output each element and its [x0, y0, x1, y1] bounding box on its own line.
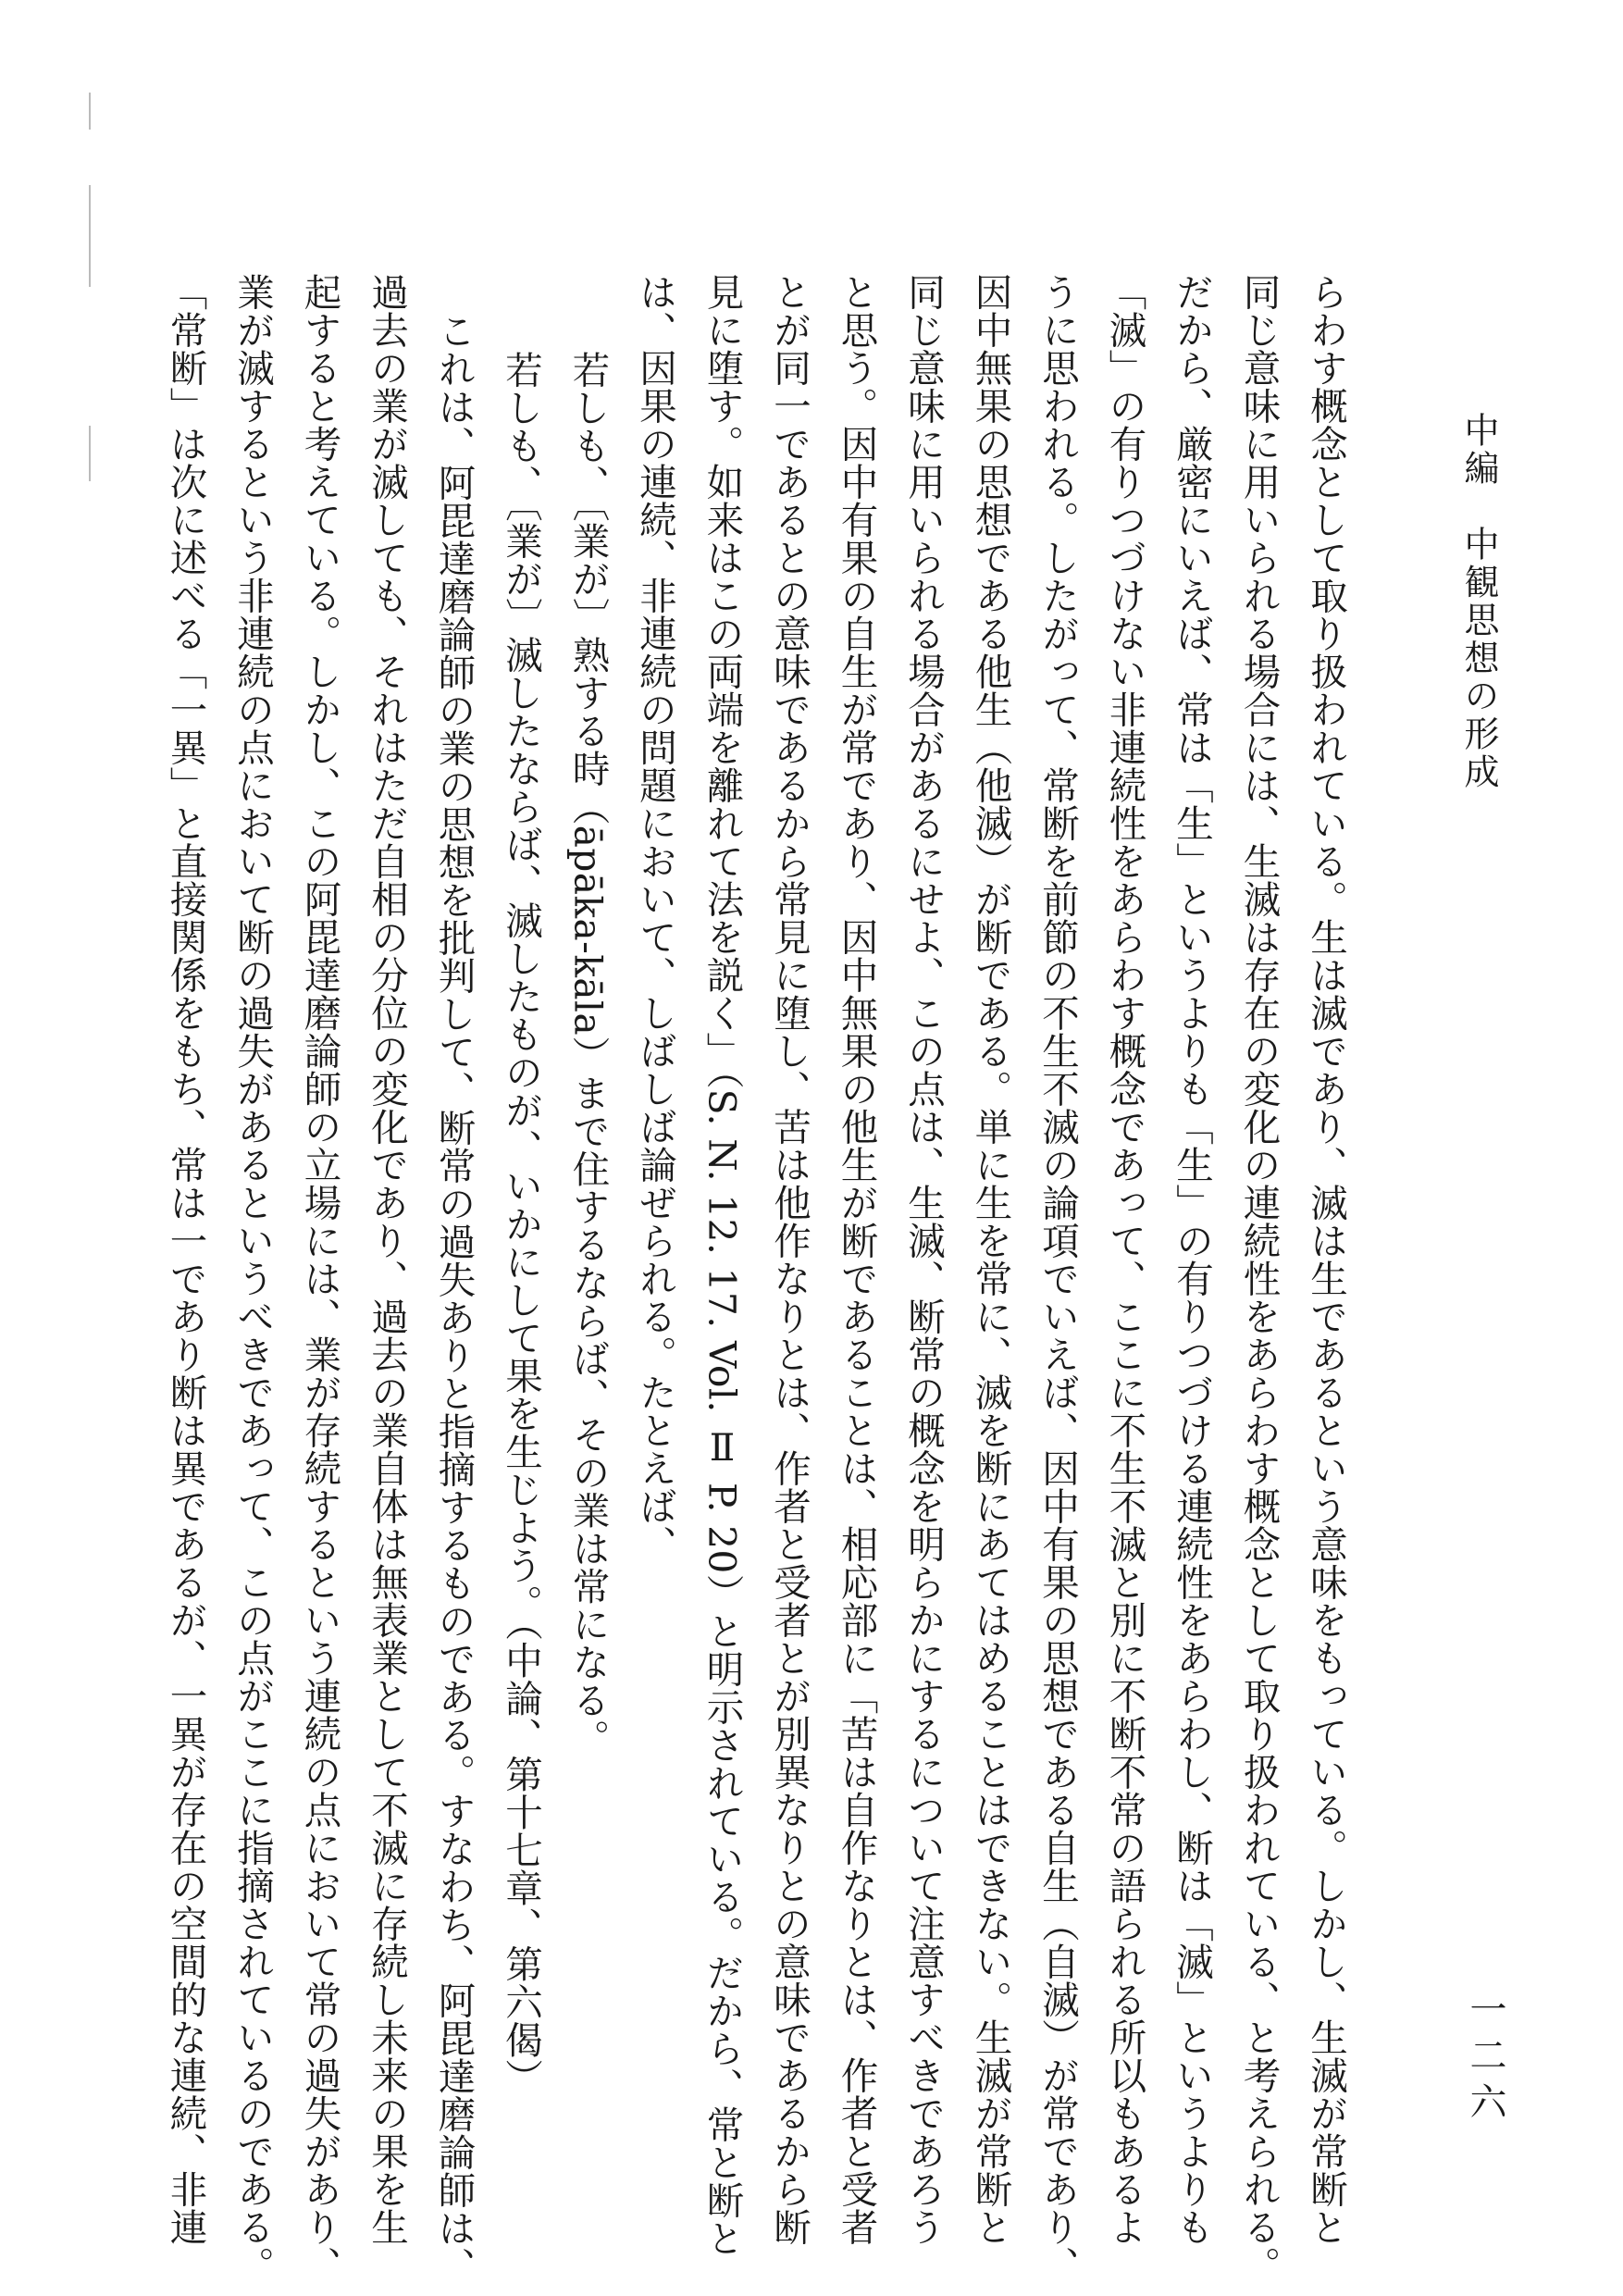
scan-margin-mark	[89, 185, 91, 287]
page-number: 一二六	[1464, 1990, 1506, 2128]
text-line: 「滅」の有りつづけない非連続性をあらわす概念であって、ここに不生不滅と別に不断不常の語られる所以もあるよ	[1102, 273, 1147, 2246]
text-line: だから、厳密にいえば、常は「生」というよりも「生」の有りつづける連続性をあらわし、断は「滅」というよりも	[1170, 273, 1214, 2246]
text-line: らわす概念として取り扱われている。生は滅であり、滅は生であるという意味をもっている。しかし、生滅が常断と	[1304, 273, 1348, 2246]
text-line: 「常断」は次に述べる「一異」と直接関係をもち、常は一であり断は異であるが、一異が存在の空間的な連続、非連	[163, 273, 208, 2246]
text-line: 見に堕す。如来はこの両端を離れて法を説く」（S. N. 12. 17. Vol. Ⅱ P. 20）と明示されている。だから、常と断と	[700, 273, 745, 2257]
text-line: 同じ意味に用いられる場合があるにせよ、この点は、生滅、断常の概念を明らかにするについて注意すべきであろう	[901, 273, 946, 2246]
text-line: とが同一であるとの意味であるから常見に堕し、苦は他作なりとは、作者と受者とが別異なりとの意味であるから断	[767, 273, 812, 2246]
text-line: うに思われる。したがって、常断を前節の不生不滅の論項でいえば、因中有果の思想である自生（自滅）が常であり、	[1035, 273, 1080, 2284]
scan-margin-mark	[89, 426, 91, 481]
text-line: 業が滅するという非連続の点において断の過失があるというべきであって、この点がここに指摘されているのである。	[230, 273, 275, 2284]
text-line: 起すると考えている。しかし、この阿毘達磨論師の立場には、業が存続するという連続の点において常の過失があり、	[297, 273, 342, 2284]
text-line: 因中無果の思想である他生（他滅）が断である。単に生を常に、滅を断にあてはめることはできない。生滅が常断と	[968, 273, 1013, 2246]
body-text	[152, 273, 1359, 2285]
quote-line: 若しも、〔業が〕熟する時（āpāka-kāla）まで住するならば、その業は常になる。	[565, 351, 611, 1757]
quote-line: 若しも、〔業が〕滅したならば、滅したものが、いかにして果を生じよう。（中論、第十七章、第六偈）	[499, 351, 543, 2097]
text-line: 同じ意味に用いられる場合には、生滅は存在の変化の連続性をあらわす概念として取り扱われている、と考えられる。	[1236, 273, 1282, 2284]
text-line: と思う。因中有果の自生が常であり、因中無果の他生が断であることは、相応部に「苦は自作なりとは、作者と受者	[834, 273, 879, 2246]
text-line: 過去の業が滅しても、それはただ自相の分位の変化であり、過去の業自体は無表業として不滅に存続し未来の果を生	[365, 273, 409, 2246]
running-head-section: 中編 中観思想の形成	[1458, 412, 1499, 791]
text-line: は、因果の連続、非連続の問題において、しばしば論ぜられる。たとえば、	[633, 273, 677, 1563]
text-line: これは、阿毘達磨論師の業の思想を批判して、断常の過失ありと指摘するものである。すなわち、阿毘達磨論師は、	[431, 312, 477, 2285]
scan-margin-mark	[89, 93, 91, 130]
